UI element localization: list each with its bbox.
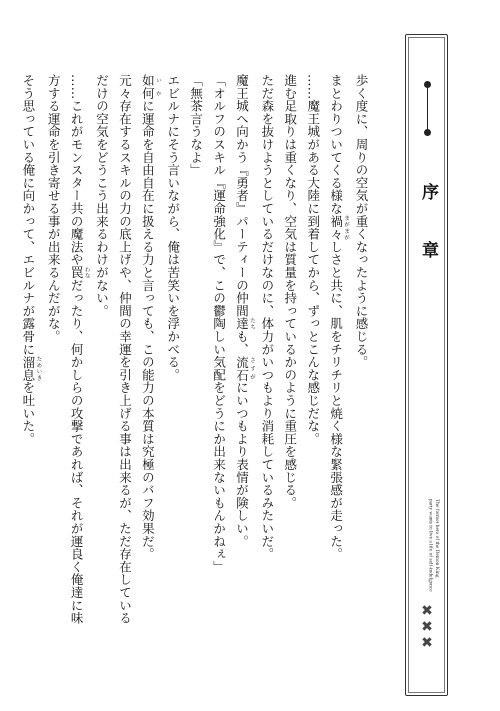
text-run: 元々存在するスキルの力の底上げや、仲間の幸運を引き上げる事は出来るが、ただ存在している — [117, 74, 133, 625]
text-run: まとわりついてくる様な — [328, 74, 344, 215]
text-line — [324, 74, 349, 634]
text-line — [135, 74, 160, 634]
text-run: も、 — [234, 330, 250, 356]
text-run: ……これがモンスター共の魔法や — [69, 74, 85, 266]
text-run: 方する運命を引き寄せる事が出来るんだがな。 — [46, 74, 62, 343]
ruby-word: 達 たち — [234, 317, 255, 331]
furigana: わな — [83, 266, 90, 279]
text-line — [16, 74, 41, 634]
text-line — [349, 74, 372, 634]
subtitle-line: The former hero of the Demon King — [434, 499, 440, 578]
text-line — [64, 74, 89, 634]
text-line — [184, 74, 207, 634]
text-line — [255, 74, 278, 634]
body-text — [20, 74, 372, 634]
furigana: さすが — [248, 355, 255, 382]
text-run: エビルナにそう言いながら、俺は苦笑いを浮かべる。 — [165, 74, 181, 382]
text-line — [278, 74, 301, 634]
text-run: そう思っている俺に向かって、エビルナが露骨に — [20, 74, 36, 356]
ruby-word: 流石 さすが — [234, 355, 255, 382]
chapter-frame — [405, 34, 448, 696]
text-line — [113, 74, 136, 634]
ruby-word: 如何 いか — [140, 74, 161, 100]
text-run: を吐いた。 — [20, 381, 36, 446]
text-line — [230, 74, 255, 634]
text-run: 歩く度に、周りの空気が重くなったように感じる。 — [354, 74, 369, 369]
x-mark-icon: ✖✖✖ — [419, 603, 435, 651]
ornament-rule — [427, 85, 428, 131]
ruby-word: 溜息 ためいき — [20, 355, 42, 382]
text-run: 魔王城へ向かう『勇者』パーティーの仲間 — [234, 74, 250, 318]
ruby-word: 禍々 まがまが — [328, 214, 350, 241]
text-run: だけの空気をどうこう出来るわけがない。 — [94, 74, 110, 318]
english-subtitle — [414, 499, 440, 595]
text-line — [90, 74, 113, 634]
ornament-marks — [417, 603, 437, 651]
text-run: ただ森を抜けようとしているだけなのに、体力がいつもより消耗しているみたいだ。 — [259, 74, 275, 561]
text-run: 進む足取りは重くなり、空気は質量を持っているかのように重圧を感じる。 — [282, 74, 298, 510]
furigana: たち — [248, 317, 255, 331]
text-run: 「無茶言うなよ」 — [188, 74, 204, 177]
text-run: ……魔王城がある大陸に到着してから、ずっとこんな感じだな。 — [305, 74, 321, 446]
text-run: 「オルフのスキル『運命強化』で、この鬱陶しい気配をどうにか出来ないもんかねぇ」 — [211, 74, 227, 574]
text-run: だったり、何かしらの攻撃であれば、それが運良く俺達に味 — [69, 278, 85, 625]
text-run: に運命を自由自在に扱える力と言っても、この能力の本質は究極のバフ効果だ。 — [140, 99, 156, 561]
chapter-title: 序 章 — [418, 183, 438, 270]
subtitle-line: party wants to live a life of self-indulgence — [427, 499, 434, 592]
text-line — [301, 74, 324, 634]
text-line — [41, 74, 64, 634]
text-run: にいつもより表情が険しい。 — [234, 381, 250, 548]
furigana: まがまが — [343, 214, 350, 241]
furigana: ためいき — [35, 355, 42, 382]
furigana: いか — [154, 74, 161, 100]
text-line — [161, 74, 184, 634]
text-line — [207, 74, 230, 634]
text-run: しさと共に、肌をチリチリと焼く様な緊張感が走った。 — [328, 240, 344, 561]
ruby-word: 罠 わな — [69, 266, 90, 279]
ornament-dot — [424, 129, 431, 136]
